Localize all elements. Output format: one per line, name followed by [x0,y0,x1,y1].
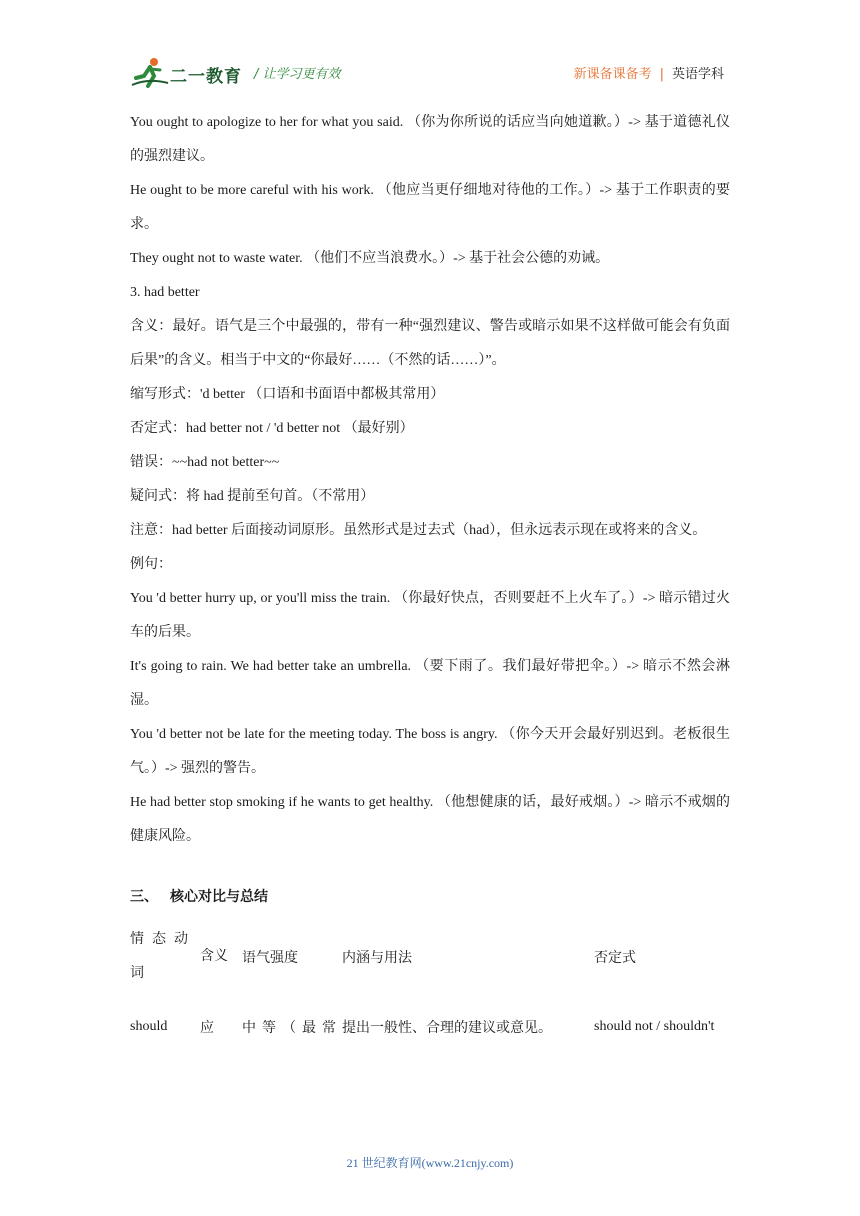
header-subject [574,63,724,82]
example-sentence: He had better stop smoking if he wants to get healthy. （他想健康的话，最好戒烟。）-> 暗示不戒烟的健康风险。 [130,795,730,844]
paragraph: You ought to apologize to her for what you said. （你为你所说的话应当向她道歉。）-> 基于道德礼仪的强烈建议。 [130,115,730,164]
header-course-label: 新课备课备考 [573,67,652,82]
paragraph: 例句： [130,557,172,572]
page-header [130,56,730,92]
paragraph: 错误：~~had not better~~ [130,455,280,470]
logo [130,56,248,90]
section-title: 核心对比与总结 [170,889,268,905]
table-cell: should [130,1019,168,1034]
example-sentence: You 'd better hurry up, or you'll miss the train. （你最好快点，否则要赶不上火车了。）-> 暗示错过火车的后果。 [130,591,730,640]
paragraph: 疑问式：将 had 提前至句首。（不常用） [130,489,375,504]
header-subject-label: 英语学科 [671,67,724,82]
paragraph: 缩写形式：'d better （口语和书面语中都极其常用） [130,387,445,402]
paragraph: 注意：had better 后面接动词原形。虽然形式是过去式（had），但永远表示现在或将来的含义。 [130,523,707,538]
table-header-cell: 否定式 [594,951,636,966]
header-slogan: / 让学习更有效 [254,67,341,82]
header-separator: | [659,67,664,82]
table-header-row [130,922,730,992]
example-sentence: It's going to rain. We had better take an umbrella. （要下雨了。我们最好带把伞。）-> 暗示不然会淋湿。 [130,659,730,708]
runner-logo-icon [130,56,170,90]
page-footer: 21 世纪教育网(www.21cnjy.com) [346,1156,514,1170]
table-header-cell: 情态动词 [130,932,196,981]
paragraph: 含义：最好。语气是三个中最强的，带有一种“强烈建议、警告或暗示如果不这样做可能会有负面后果”的含义。相当于中文的“你最好……（不然的话……）”。 [130,319,730,368]
table-header-cell: 含义 [200,949,228,964]
table-cell: 提出一般性、合理的建议或意见。 [342,1021,552,1036]
subsection-title: 3. had better [130,285,200,300]
example-sentence: You 'd better not be late for the meeting today. The boss is angry. （你今天开会最好别迟到。老板很生气。）-> 强烈的警告。 [130,727,730,776]
paragraph: He ought to be more careful with his work. （他应当更仔细地对待他的工作。）-> 基于工作职责的要求。 [130,183,730,232]
paragraph: 否定式：had better not / 'd better not （最好别） [130,421,414,436]
table-header-cell: 语气强度 [242,951,298,966]
table-row [130,992,730,1062]
logo-text: 二一教育 [170,67,242,87]
table-header-cell: 内涵与用法 [342,951,412,966]
document-body [130,106,730,1062]
paragraph: They ought not to waste water. （他们不应当浪费水。）-> 基于社会公德的劝诫。 [130,251,610,266]
section-heading [130,880,730,914]
table-cell: should not / shouldn't [594,1019,715,1034]
comparison-table [130,922,730,1062]
table-cell: 中等（最常 [242,1021,342,1036]
table-cell: 应 [200,1021,214,1036]
section-number: 三、 [130,889,158,905]
